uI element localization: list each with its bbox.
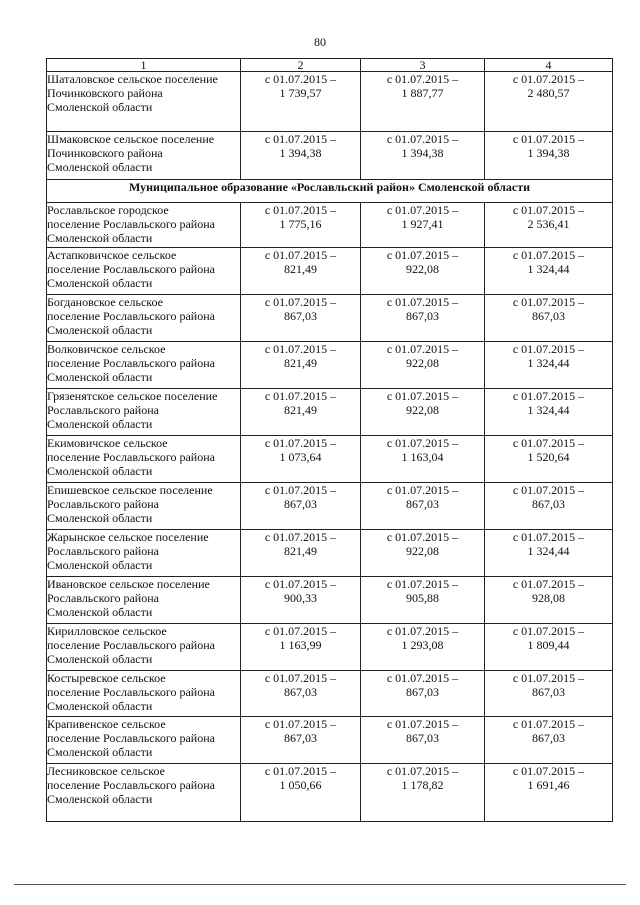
tariff-date: с 01.07.2015 – (512, 436, 585, 450)
tariff-cell (361, 295, 485, 342)
tariff-date: с 01.07.2015 – (386, 342, 459, 356)
settlement-name-line: Рославльского района (47, 403, 159, 417)
tariff-date: с 01.07.2015 – (512, 389, 585, 403)
tariff-date: с 01.07.2015 – (386, 248, 459, 262)
settlement-name-line: Астапковичское сельское (47, 248, 177, 262)
tariff-date: с 01.07.2015 – (386, 530, 459, 544)
tariff-date: с 01.07.2015 – (386, 717, 459, 731)
settlement-name-line: Смоленской области (47, 605, 153, 619)
tariff-cell (485, 248, 613, 295)
tariff-cell (241, 389, 361, 436)
tariff-value: 1 739,57 (279, 86, 322, 100)
tariff-date: с 01.07.2015 – (386, 483, 459, 497)
settlement-name (47, 342, 241, 389)
settlement-name-line: Смоленской области (47, 323, 153, 337)
settlement-name (47, 577, 241, 624)
tariff-date: с 01.07.2015 – (264, 389, 337, 403)
settlement-name-line: Смоленской области (47, 370, 153, 384)
settlement-name-line: поселение Рославльского района (47, 685, 215, 699)
tariff-value: 867,03 (284, 309, 317, 323)
tariff-value: 1 394,38 (401, 146, 444, 160)
tariff-date: с 01.07.2015 – (264, 203, 337, 217)
tariff-table (46, 58, 613, 822)
settlement-name-line: Смоленской области (47, 792, 153, 806)
tariff-value: 1 324,44 (527, 356, 570, 370)
section-title: Муниципальное образование «Рославльский район» Смоленской области (47, 180, 613, 203)
tariff-value: 2 480,57 (527, 86, 570, 100)
tariff-cell (485, 483, 613, 530)
settlement-name (47, 764, 241, 822)
table-row (47, 342, 613, 389)
settlement-name-line: Рославльского района (47, 497, 159, 511)
settlement-name-line: Смоленской области (47, 652, 153, 666)
tariff-value: 1 073,64 (279, 450, 322, 464)
tariff-date: с 01.07.2015 – (512, 295, 585, 309)
tariff-date: с 01.07.2015 – (264, 436, 337, 450)
tariff-value: 1 163,04 (401, 450, 444, 464)
settlement-name-line: Починковского района (47, 86, 163, 100)
settlement-name-line: поселение Рославльского района (47, 262, 215, 276)
tariff-cell (241, 624, 361, 671)
tariff-value: 867,03 (406, 685, 439, 699)
table-row (47, 389, 613, 436)
page-number: 80 (314, 35, 326, 49)
tariff-date: с 01.07.2015 – (264, 577, 337, 591)
tariff-value: 900,33 (284, 591, 317, 605)
tariff-date: с 01.07.2015 – (386, 436, 459, 450)
settlement-name-line: поселение Рославльского района (47, 778, 215, 792)
tariff-cell (361, 624, 485, 671)
tariff-value: 1 178,82 (401, 778, 444, 792)
tariff-date: с 01.07.2015 – (386, 624, 459, 638)
settlement-name (47, 132, 241, 180)
tariff-value: 905,88 (406, 591, 439, 605)
tariff-value: 821,49 (284, 544, 317, 558)
settlement-name-line: Смоленской области (47, 464, 153, 478)
tariff-cell (361, 132, 485, 180)
settlement-name-line: поселение Рославльского района (47, 450, 215, 464)
tariff-date: с 01.07.2015 – (264, 72, 337, 86)
tariff-value: 928,08 (532, 591, 565, 605)
table-row (47, 72, 613, 132)
tariff-date: с 01.07.2015 – (386, 764, 459, 778)
tariff-cell (485, 624, 613, 671)
settlement-name-line: Богдановское сельское (47, 295, 163, 309)
settlement-name-line: Смоленской области (47, 699, 153, 713)
tariff-date: с 01.07.2015 – (512, 624, 585, 638)
table-row (47, 203, 613, 248)
settlement-name (47, 72, 241, 132)
tariff-cell (485, 203, 613, 248)
settlement-name-line: Грязенятское сельское поселение (47, 389, 218, 403)
tariff-value: 922,08 (406, 544, 439, 558)
table-row (47, 436, 613, 483)
tariff-date: с 01.07.2015 – (386, 295, 459, 309)
bottom-rule (14, 884, 626, 885)
tariff-cell (241, 132, 361, 180)
tariff-cell (485, 436, 613, 483)
tariff-cell (361, 764, 485, 822)
column-header: 1 (47, 59, 241, 72)
settlement-name-line: Шмаковское сельское поселение (47, 132, 215, 146)
tariff-value: 1 324,44 (527, 403, 570, 417)
tariff-date: с 01.07.2015 – (512, 342, 585, 356)
tariff-cell (485, 717, 613, 764)
tariff-value: 922,08 (406, 356, 439, 370)
section-rows (47, 203, 613, 822)
settlement-name (47, 624, 241, 671)
tariff-date: с 01.07.2015 – (512, 577, 585, 591)
tariff-cell (361, 72, 485, 132)
settlement-name-line: Смоленской области (47, 100, 153, 114)
tariff-date: с 01.07.2015 – (512, 132, 585, 146)
settlement-name-line: Крапивенское сельское (47, 717, 166, 731)
table-row (47, 764, 613, 822)
settlement-name-line: Починковского района (47, 146, 163, 160)
tariff-date: с 01.07.2015 – (264, 342, 337, 356)
section-row (47, 180, 613, 203)
tariff-value: 1 163,99 (279, 638, 322, 652)
settlement-name (47, 295, 241, 342)
tariff-cell (361, 389, 485, 436)
tariff-value: 1 927,41 (401, 217, 444, 231)
tariff-value: 922,08 (406, 262, 439, 276)
tariff-date: с 01.07.2015 – (512, 764, 585, 778)
column-header: 2 (241, 59, 361, 72)
settlement-name-line: Смоленской области (47, 745, 153, 759)
top-rows (47, 72, 613, 180)
settlement-name (47, 530, 241, 577)
tariff-value: 867,03 (532, 685, 565, 699)
tariff-date: с 01.07.2015 – (512, 717, 585, 731)
settlement-name-line: Рославльского района (47, 544, 159, 558)
tariff-date: с 01.07.2015 – (512, 671, 585, 685)
tariff-cell (241, 342, 361, 389)
settlement-name (47, 717, 241, 764)
settlement-name-line: Шаталовское сельское поселение (47, 72, 218, 86)
tariff-value: 1 394,38 (527, 146, 570, 160)
tariff-value: 867,03 (406, 497, 439, 511)
tariff-cell (241, 203, 361, 248)
tariff-cell (361, 436, 485, 483)
tariff-date: с 01.07.2015 – (264, 671, 337, 685)
settlement-name-line: Смоленской области (47, 417, 153, 431)
tariff-date: с 01.07.2015 – (512, 530, 585, 544)
tariff-date: с 01.07.2015 – (512, 72, 585, 86)
settlement-name-line: Смоленской области (47, 160, 153, 174)
settlement-name-line: Кирилловское сельское (47, 624, 167, 638)
tariff-date: с 01.07.2015 – (512, 203, 585, 217)
tariff-cell (485, 671, 613, 717)
table-row (47, 717, 613, 764)
tariff-date: с 01.07.2015 – (386, 203, 459, 217)
tariff-cell (241, 530, 361, 577)
tariff-value: 867,03 (284, 685, 317, 699)
table-row (47, 530, 613, 577)
settlement-name (47, 483, 241, 530)
column-header: 3 (361, 59, 485, 72)
tariff-date: с 01.07.2015 – (386, 72, 459, 86)
tariff-value: 1 324,44 (527, 262, 570, 276)
settlement-name-line: Жарынское сельское поселение (47, 530, 209, 544)
tariff-value: 1 394,38 (279, 146, 322, 160)
settlement-name-line: Епишевское сельское поселение (47, 483, 213, 497)
tariff-cell (241, 436, 361, 483)
tariff-value: 821,49 (284, 403, 317, 417)
tariff-value: 1 887,77 (401, 86, 444, 100)
tariff-date: с 01.07.2015 – (512, 248, 585, 262)
tariff-cell (485, 764, 613, 822)
tariff-cell (361, 483, 485, 530)
tariff-date: с 01.07.2015 – (264, 624, 337, 638)
tariff-cell (241, 671, 361, 717)
table-row (47, 624, 613, 671)
tariff-value: 867,03 (406, 731, 439, 745)
settlement-name (47, 436, 241, 483)
tariff-value: 867,03 (284, 497, 317, 511)
settlement-name-line: Смоленской области (47, 231, 153, 245)
settlement-name-line: поселение Рославльского района (47, 638, 215, 652)
tariff-cell (241, 248, 361, 295)
tariff-value: 867,03 (532, 497, 565, 511)
tariff-cell (485, 132, 613, 180)
tariff-value: 867,03 (284, 731, 317, 745)
tariff-date: с 01.07.2015 – (386, 671, 459, 685)
table-row (47, 295, 613, 342)
tariff-value: 922,08 (406, 403, 439, 417)
tariff-cell (241, 295, 361, 342)
settlement-name (47, 389, 241, 436)
tariff-cell (361, 342, 485, 389)
tariff-cell (241, 764, 361, 822)
table-row (47, 483, 613, 530)
tariff-date: с 01.07.2015 – (386, 577, 459, 591)
tariff-cell (361, 717, 485, 764)
settlement-name (47, 203, 241, 248)
tariff-cell (361, 671, 485, 717)
settlement-name-line: Костыревское сельское (47, 671, 166, 685)
settlement-name-line: Рославльского района (47, 591, 159, 605)
settlement-name-line: поселение Рославльского района (47, 731, 215, 745)
tariff-cell (241, 483, 361, 530)
tariff-value: 1 775,16 (279, 217, 322, 231)
tariff-date: с 01.07.2015 – (264, 764, 337, 778)
settlement-name-line: поселение Рославльского района (47, 356, 215, 370)
tariff-date: с 01.07.2015 – (264, 248, 337, 262)
tariff-cell (361, 248, 485, 295)
settlement-name-line: Волковичское сельское (47, 342, 166, 356)
tariff-cell (485, 389, 613, 436)
tariff-value: 821,49 (284, 262, 317, 276)
tariff-value: 2 536,41 (527, 217, 570, 231)
tariff-date: с 01.07.2015 – (264, 295, 337, 309)
tariff-cell (361, 530, 485, 577)
settlement-name-line: Смоленской области (47, 558, 153, 572)
table-row (47, 132, 613, 180)
table-row (47, 577, 613, 624)
tariff-value: 1 520,64 (527, 450, 570, 464)
tariff-cell (485, 72, 613, 132)
settlement-name-line: поселение Рославльского района (47, 309, 215, 323)
tariff-cell (485, 295, 613, 342)
tariff-cell (361, 203, 485, 248)
tariff-value: 867,03 (532, 731, 565, 745)
tariff-value: 867,03 (406, 309, 439, 323)
settlement-name-line: Смоленской области (47, 276, 153, 290)
tariff-date: с 01.07.2015 – (264, 717, 337, 731)
tariff-value: 867,03 (532, 309, 565, 323)
settlement-name-line: Лесниковское сельское (47, 764, 165, 778)
header-row (47, 59, 613, 72)
tariff-cell (485, 577, 613, 624)
tariff-cell (485, 342, 613, 389)
column-header: 4 (485, 59, 613, 72)
tariff-value: 1 324,44 (527, 544, 570, 558)
tariff-date: с 01.07.2015 – (386, 132, 459, 146)
tariff-date: с 01.07.2015 – (264, 530, 337, 544)
settlement-name-line: Смоленской области (47, 511, 153, 525)
settlement-name-line: Ивановское сельское поселение (47, 577, 210, 591)
table-row (47, 671, 613, 717)
settlement-name (47, 671, 241, 717)
settlement-name-line: Рославльское городское (47, 203, 169, 217)
tariff-date: с 01.07.2015 – (264, 132, 337, 146)
tariff-cell (241, 72, 361, 132)
tariff-cell (361, 577, 485, 624)
tariff-date: с 01.07.2015 – (386, 389, 459, 403)
tariff-value: 1 293,08 (401, 638, 444, 652)
tariff-value: 821,49 (284, 356, 317, 370)
settlement-name-line: Екимовичское сельское (47, 436, 168, 450)
tariff-cell (241, 577, 361, 624)
tariff-value: 1 050,66 (279, 778, 322, 792)
tariff-value: 1 691,46 (527, 778, 570, 792)
settlement-name (47, 248, 241, 295)
table-row (47, 248, 613, 295)
settlement-name-line: поселение Рославльского района (47, 217, 215, 231)
tariff-value: 1 809,44 (527, 638, 570, 652)
tariff-cell (241, 717, 361, 764)
tariff-date: с 01.07.2015 – (264, 483, 337, 497)
tariff-cell (485, 530, 613, 577)
tariff-date: с 01.07.2015 – (512, 483, 585, 497)
